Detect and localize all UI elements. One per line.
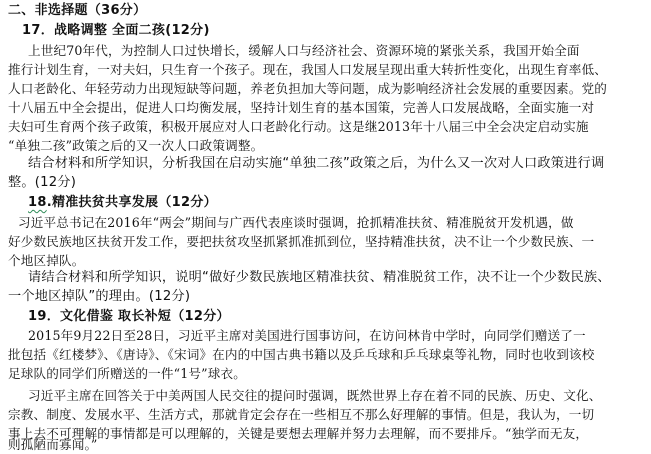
q17-material-line: 十八届五中全会提出，促进人口均衡发展，坚持计划生育的基本国策，完善人口发展战略，全面实施一对 <box>8 100 595 115</box>
q17-material-line: 人口老龄化、年轻劳动力出现短缺等问题，养老负担加大等问题，成为影响经济社会发展的重要因素。党的 <box>8 81 607 96</box>
section-title: 二、非选择题（36分） <box>8 3 147 18</box>
q17-material-line: 上世纪70年代，为控制人口过快增长，缓解人口与经济社会、资源环境的紧张关系，我国开始全面 <box>28 43 580 58</box>
q19-material-line: 足球队的同学们所赠送的一件“1号”球衣。 <box>8 366 246 381</box>
q17-material-line: 推行计划生育，一对夫妇，只生育一个孩子。现在，我国人口发展呈现出重大转折性变化，出现生育率低、 <box>8 62 607 77</box>
q19-material-line: 事上去不可理解的事情都是可以理解的，关键是要想去理解并努力去理解，而不要排斥。“独学而无友， <box>8 426 589 441</box>
q18-heading-number: 18 <box>28 195 47 210</box>
q19-material-line: 习近平主席在回答关于中美两国人民交往的提问时强调，既然世界上存在着不同的民族、历史、文化、 <box>28 388 602 403</box>
q17-material-line: “单独二孩”政策之后的又一次人口政策调整。 <box>8 138 264 153</box>
q18-heading-text: .精准扶贫共享发展（12分） <box>46 195 217 210</box>
q18-question-line: 一个地区掉队”的理由。(12分) <box>8 289 191 304</box>
q18-heading <box>28 193 217 212</box>
q17-material-line: 夫妇可生育两个孩子政策，积极开展应对人口老龄化行动。这是继2013年十八届三中全会决定启动实施 <box>8 119 589 134</box>
q19-heading: 19．文化借鉴 取长补短（12分） <box>28 309 230 324</box>
q19-material-line: 批包括《红楼梦》、《唐诗》、《宋词》在内的中国古典书籍以及乒乓球和乒乓球桌等礼物，同时也收到该校 <box>8 347 595 362</box>
q19-material-line: 宗教、制度、发展水平、生活方式，那就肯定会存在一些相互不那么好理解的事情。但是，我认为，一切 <box>8 407 595 422</box>
q19-material-line: 2015年9月22日至28日，习近平主席对美国进行国事访问，在访问林肯中学时，向同学们赠送了一 <box>28 328 586 343</box>
q17-question-line: 整。(12分) <box>8 175 77 190</box>
q18-material-line: 个地区掉队。 <box>8 253 85 268</box>
q17-heading: 17．战略调整 全面二孩(12分) <box>22 23 210 38</box>
q18-question-line: 请结合材料和所学知识，说明“做好少数民族地区精准扶贫、精准脱贫工作，决不让一个少数民族、 <box>28 270 611 285</box>
q17-question-line: 结合材料和所学知识，分析我国在启动实施“单独二孩”政策之后，为什么又一次对人口政策进行调 <box>28 156 605 171</box>
q18-material-line: 习近平总书记在2016年“两会”期间与广西代表座谈时强调，抢抓精准扶贫、精准脱贫开发机遇，做 <box>18 215 574 230</box>
q18-material-line: 好少数民族地区扶贫开发工作，要把扶贫攻坚抓紧抓准抓到位，坚持精准扶贫，决不让一个少数民族、一 <box>8 234 595 249</box>
q19-material-line: 则孤陋而寡闻。” <box>8 437 98 452</box>
